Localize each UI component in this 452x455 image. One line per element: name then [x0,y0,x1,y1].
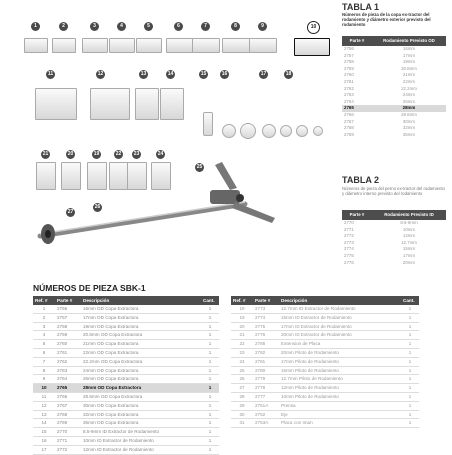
parts-title: NÚMEROS DE PIEZA SBK-1 [33,283,146,293]
parts-ref: 20 [231,322,253,331]
parts-row [231,305,419,313]
parts-description: 32mm OD Copa Extractora [81,410,201,419]
parts-description: 17mm OD Copa Extractora [81,313,201,322]
extractor-cup [24,38,48,53]
extractor-cup [166,38,193,53]
parts-row [231,366,419,375]
parts-description: 16mm OD Copa Extractora [81,305,201,313]
parts-qty: 1 [201,348,219,357]
parts-description: 30mm OD Copa Extractora [81,401,201,410]
parts-qty: 1 [201,313,219,322]
parts-row [33,366,219,375]
tabla2-id: 12.7mm [401,239,417,245]
callout-8: 8 [231,22,240,31]
parts-right-header-desc: Descripción [279,296,401,305]
parts-row [33,384,219,393]
parts-description: Eje [279,410,401,419]
tabla1-part-number: 2767 [344,118,354,124]
tabla1-title: TABLA 1 [342,2,379,12]
callout-18: 18 [285,71,292,77]
callout-6: 6 [174,22,183,31]
parts-ref: 22 [231,340,253,349]
parts-qty: 1 [201,419,219,428]
parts-qty: 1 [201,392,219,401]
tabla1-od: 28mm [372,105,446,112]
callout-2: 2 [59,22,68,31]
callout-23: 23 [133,151,140,157]
tabla1-od: 30mm [402,118,416,124]
tabla1-row [342,132,446,139]
tabla2-row [342,227,446,234]
parts-number: 2760 [55,340,81,349]
tabla1-row [342,79,446,86]
tabla1-row [342,46,446,53]
parts-number: 2772 [55,445,81,454]
tabla1-header-part: Parte # [342,36,372,46]
parts-description: 10mm Piloto de Rodamiento [279,392,401,401]
parts-ref: 5 [33,340,55,349]
parts-qty: 1 [401,348,419,357]
tabla2 [342,210,446,266]
parts-qty: 1 [201,375,219,384]
parts-row [231,340,419,349]
callout-24: 24 [157,151,164,157]
parts-ref: 10 [33,384,55,393]
parts-ref: 9 [33,375,55,384]
parts-row [33,445,219,454]
parts-qty: 1 [401,384,419,393]
parts-row [33,313,219,322]
callout-26: 26 [94,204,101,210]
tabla1-od: 16mm [402,46,416,51]
callout-3: 3 [90,22,99,31]
tabla2-id: 10mm [402,226,416,232]
parts-description: 21mm OD Copa Extractora [81,340,201,349]
tabla1-od: 22mm [402,78,416,84]
parts-description: 20.8mm OD Copa Extractora [81,331,201,340]
callout-4: 4 [117,22,126,31]
callout-9: 9 [258,22,267,31]
parts-ref: 7 [33,357,55,366]
tabla1-od: 21mm [402,72,416,78]
parts-row [33,428,219,437]
extractor-cup [52,38,77,53]
tabla1-part-number: 2768 [344,125,354,131]
tabla1-part-number: 2766 [344,111,354,117]
parts-description: 17mm Piloto de Rodamiento [279,357,401,366]
parts-description: 20mm ID Extractor de Rodamiento [279,331,401,340]
parts-row [33,357,219,366]
parts-qty: 1 [201,384,219,393]
callout-1: 1 [31,22,40,31]
parts-description: 15mm Piloto de Rodamiento [279,366,401,375]
parts-description: Extension de Placa [279,340,401,349]
parts-number: 2774 [253,313,279,322]
extractor-cup [90,88,130,120]
parts-number: 2757 [55,313,81,322]
parts-ref: 23 [231,348,253,357]
tabla2-row [342,246,446,253]
parts-number: 2778 [253,384,279,393]
parts-left-header-part: Parte # [55,296,81,305]
tabla1-row [342,105,446,112]
parts-qty: 1 [401,375,419,384]
callout-14: 14 [167,71,174,77]
parts-right-header-ref: Ref. # [231,296,253,305]
parts-ref: 26 [231,375,253,384]
parts-number: 2768 [55,410,81,419]
tabla1-row [342,99,446,106]
parts-ref: 16 [33,436,55,445]
parts-ref: 28 [231,392,253,401]
parts-number: 2756 [55,305,81,313]
parts-ref: 25 [231,366,253,375]
callout-19: 19 [93,151,100,157]
pilot-ring [296,125,308,137]
callout-22: 22 [115,151,122,157]
tabla1-part-number: 2761 [344,78,354,84]
callout-11: 11 [47,71,54,77]
parts-number: 2751A [253,401,279,410]
parts-row [231,331,419,340]
parts-description: 15mm ID Extractor de Rodamiento [279,313,401,322]
parts-row [33,348,219,357]
parts-number: 2776 [253,331,279,340]
parts-row [33,375,219,384]
parts-qty: 1 [201,331,219,340]
callout-5: 5 [144,22,153,31]
parts-ref: 15 [33,428,55,437]
tabla1-od: 17mm [402,52,416,58]
tabla1-part-number: 2764 [344,98,354,104]
tabla1-row [342,86,446,93]
pilot-ring [280,125,292,137]
parts-number: 2780 [253,366,279,375]
parts-description: 22.2mm OD Copa Extractora [81,357,201,366]
parts-qty: 1 [201,322,219,331]
parts-number: 2773 [253,305,279,313]
parts-row [231,357,419,366]
parts-ref: 18 [231,305,253,313]
callout-13: 13 [140,71,147,77]
pilot-ring [240,123,256,139]
parts-row [231,419,419,428]
tabla2-row [342,240,446,247]
callout-15: 15 [200,71,207,77]
tabla2-id: 15mm [402,246,416,252]
parts-qty: 1 [201,366,219,375]
parts-qty: 1 [201,305,219,313]
parts-number: 2775 [253,322,279,331]
tabla1-od: 20.8mm [401,65,417,71]
tabla1-od: 28.6mm [401,111,417,117]
parts-number: 2761 [55,348,81,357]
tabla2-id: 8.5-9mm [400,220,418,225]
tabla2-header-part: Parte # [342,210,372,220]
parts-row [33,322,219,331]
callout-25: 25 [196,164,203,170]
parts-ref: 30 [231,410,253,419]
parts-row [33,305,219,313]
parts-ref: 19 [231,313,253,322]
tabla2-part-number: 2776 [344,259,354,265]
parts-qty: 1 [401,305,419,313]
tabla2-header-id: Rodamiento Previsto ID [372,210,446,220]
parts-left-header-qty: Cant. [201,296,219,305]
extractor-cup [249,38,278,53]
parts-qty: 1 [201,340,219,349]
tabla1-subtitle: Números de pieza de la copa ex-tractor del rodamiento y diámetro exterior previsto del rodamiento [342,12,431,28]
tabla1-part-number: 2762 [344,85,354,91]
parts-number: 2765 [55,384,81,393]
parts-ref: 21 [231,331,253,340]
parts-number: 2766 [55,392,81,401]
parts-number: 2777 [253,392,279,401]
extractor-cup [136,38,162,53]
parts-row [231,313,419,322]
parts-description: 20mm Piloto de Rodamiento [279,348,401,357]
parts-number: 2764 [55,375,81,384]
parts-ref: 4 [33,331,55,340]
pilot-ring [262,124,276,138]
tabla2-title: TABLA 2 [342,175,379,185]
parts-ref: 11 [33,392,55,401]
tabla2-part-number: 2774 [344,246,354,252]
parts-row [231,348,419,357]
parts-description: 24mm OD Copa Extractora [81,366,201,375]
parts-number: 2769 [55,419,81,428]
parts-qty: 1 [401,357,419,366]
parts-qty: 1 [201,436,219,445]
parts-right-header-qty: Cant. [401,296,419,305]
tabla1-row [342,59,446,66]
tabla1-part-number: 2756 [344,46,354,51]
parts-ref: 1 [33,305,55,313]
tabla1-row [342,72,446,79]
parts-ref: 29 [231,401,253,410]
parts-ref: 14 [33,419,55,428]
tabla1-row [342,112,446,119]
parts-qty: 1 [401,322,419,331]
parts-row [231,392,419,401]
parts-row [231,401,419,410]
tabla2-part-number: 2773 [344,239,354,245]
parts-row [33,419,219,428]
parts-qty: 1 [201,445,219,454]
tabla1-part-number: 2765 [342,105,372,112]
parts-qty: 1 [201,410,219,419]
parts-number: 2762 [55,357,81,366]
tabla1-part-number: 2763 [344,92,354,98]
parts-qty: 1 [401,366,419,375]
tabla1-header-od: Rodamiento Previsto OD [372,36,446,46]
tabla1-row [342,125,446,132]
parts-description: Placa con Iman [279,419,401,428]
parts-row [33,340,219,349]
callout-17: 17 [260,71,267,77]
parts-ref: 13 [33,410,55,419]
parts-description: 26mm OD Copa Extractora [81,375,201,384]
parts-description: 12.7mm ID Extractor de Rodamiento [279,305,401,313]
callout-16: 16 [221,71,228,77]
tabla2-part-number: 2770 [344,220,354,225]
parts-number: 2788 [253,340,279,349]
parts-ref: 8 [33,366,55,375]
parts-description: 12mm ID Extractor de Rodamiento [81,445,201,454]
tabla2-row [342,260,446,267]
parts-row [33,436,219,445]
parts-row [231,322,419,331]
parts-left-header-ref: Ref. # [33,296,55,305]
parts-number: 2758 [55,322,81,331]
extractor-cup [135,88,159,120]
parts-number: 2781 [253,357,279,366]
parts-qty: 1 [401,331,419,340]
parts-number: 2782 [253,348,279,357]
parts-ref: 6 [33,348,55,357]
tabla1-part-number: 2769 [344,131,354,137]
tabla2-id: 17mm [402,252,416,258]
callout-12: 12 [97,71,104,77]
parts-qty: 1 [201,428,219,437]
tabla2-part-number: 2772 [344,233,354,239]
parts-left-header-desc: Descripción [81,296,201,305]
tabla1-part-number: 2758 [344,59,354,65]
extractor-cup [82,38,107,53]
tabla1-od: 26mm [402,98,416,104]
parts-number: 2752 [253,410,279,419]
parts-ref: 31 [231,419,253,428]
parts-qty: 1 [401,419,419,428]
parts-description: 35mm OD Copa Extractora [81,419,201,428]
tabla1-part-number: 2760 [344,72,354,78]
parts-description: 28.6mm OD Copa Extractora [81,392,201,401]
pilot-ring [222,124,236,138]
parts-qty: 1 [401,313,419,322]
parts-description: 8.5-9mm ID Extractor de Rodamiento [81,428,201,437]
parts-number: 2767 [55,401,81,410]
parts-table-right [231,296,419,428]
parts-number: 2763 [55,366,81,375]
callout-10: 10 [307,21,320,34]
pilot-ring [313,126,323,136]
parts-right-header-part: Parte # [253,296,279,305]
tabla1-od: 19mm [402,59,416,65]
parts-ref: 12 [33,401,55,410]
tabla1-row [342,92,446,99]
extractor-cup [160,88,184,120]
parts-number: 2770 [55,428,81,437]
tabla2-part-number: 2775 [344,252,354,258]
parts-row [231,410,419,419]
parts-row [231,375,419,384]
callout-27: 27 [67,209,74,215]
parts-qty: 1 [201,401,219,410]
callout-20: 20 [67,151,74,157]
extractor-cup [222,38,250,53]
parts-qty: 1 [401,401,419,410]
tabla2-row [342,253,446,260]
tabla1-od: 24mm [402,92,416,98]
callout-7: 7 [201,22,210,31]
parts-qty: 1 [201,357,219,366]
tabla2-id: 12mm [402,233,416,239]
tabla2-subtitle: Números de pieza del perno ex-tractor del rodamiento y diámetro interno previsto del rodamiento [342,186,445,197]
tabla2-part-number: 2771 [344,226,354,232]
parts-description: 28mm OD Copa Extractora [81,384,201,393]
tabla1-part-number: 2757 [344,52,354,58]
parts-row [231,384,419,393]
parts-qty: 1 [401,340,419,349]
parts-description: 12.7mm Piloto de Rodamiento [279,375,401,384]
parts-ref: 3 [33,322,55,331]
parts-description: 12mm Piloto de Rodamiento [279,384,401,393]
tabla1-row [342,119,446,126]
parts-ref: 2 [33,313,55,322]
tabla1-part-number: 2759 [344,65,354,71]
pilot-ring [203,112,213,136]
parts-description: 22mm OD Copa Extractora [81,348,201,357]
parts-number: 2753A [253,419,279,428]
parts-row [33,410,219,419]
parts-row [33,331,219,340]
parts-number: 2759 [55,331,81,340]
extractor-cup [192,38,220,53]
parts-description: Prensa [279,401,401,410]
parts-qty: 1 [401,392,419,401]
tabla1-od: 35mm [402,131,416,137]
parts-ref: 24 [231,357,253,366]
parts-row [33,392,219,401]
tabla1-od: 32mm [402,125,416,131]
tabla2-id: 20mm [402,259,416,265]
parts-table-left [33,296,219,455]
parts-number: 2771 [55,436,81,445]
parts-row [33,401,219,410]
parts-ref: 17 [33,445,55,454]
tabla2-row [342,220,446,227]
tabla1-row [342,53,446,60]
callout-21: 21 [42,151,49,157]
extractor-cup [35,88,77,120]
parts-description: 10mm ID Extractor de Rodamiento [81,436,201,445]
parts-ref: 27 [231,384,253,393]
parts-description: 19mm OD Copa Extractora [81,322,201,331]
parts-number: 2779 [253,375,279,384]
tabla2-row [342,233,446,240]
tabla1-od: 22.2mm [401,85,417,91]
extractor-cup [294,38,330,56]
extractor-cup [109,38,135,53]
tabla1 [342,36,446,138]
parts-description: 17mm ID Extractor de Rodamiento [279,322,401,331]
parts-qty: 1 [401,410,419,419]
tabla1-row [342,66,446,73]
